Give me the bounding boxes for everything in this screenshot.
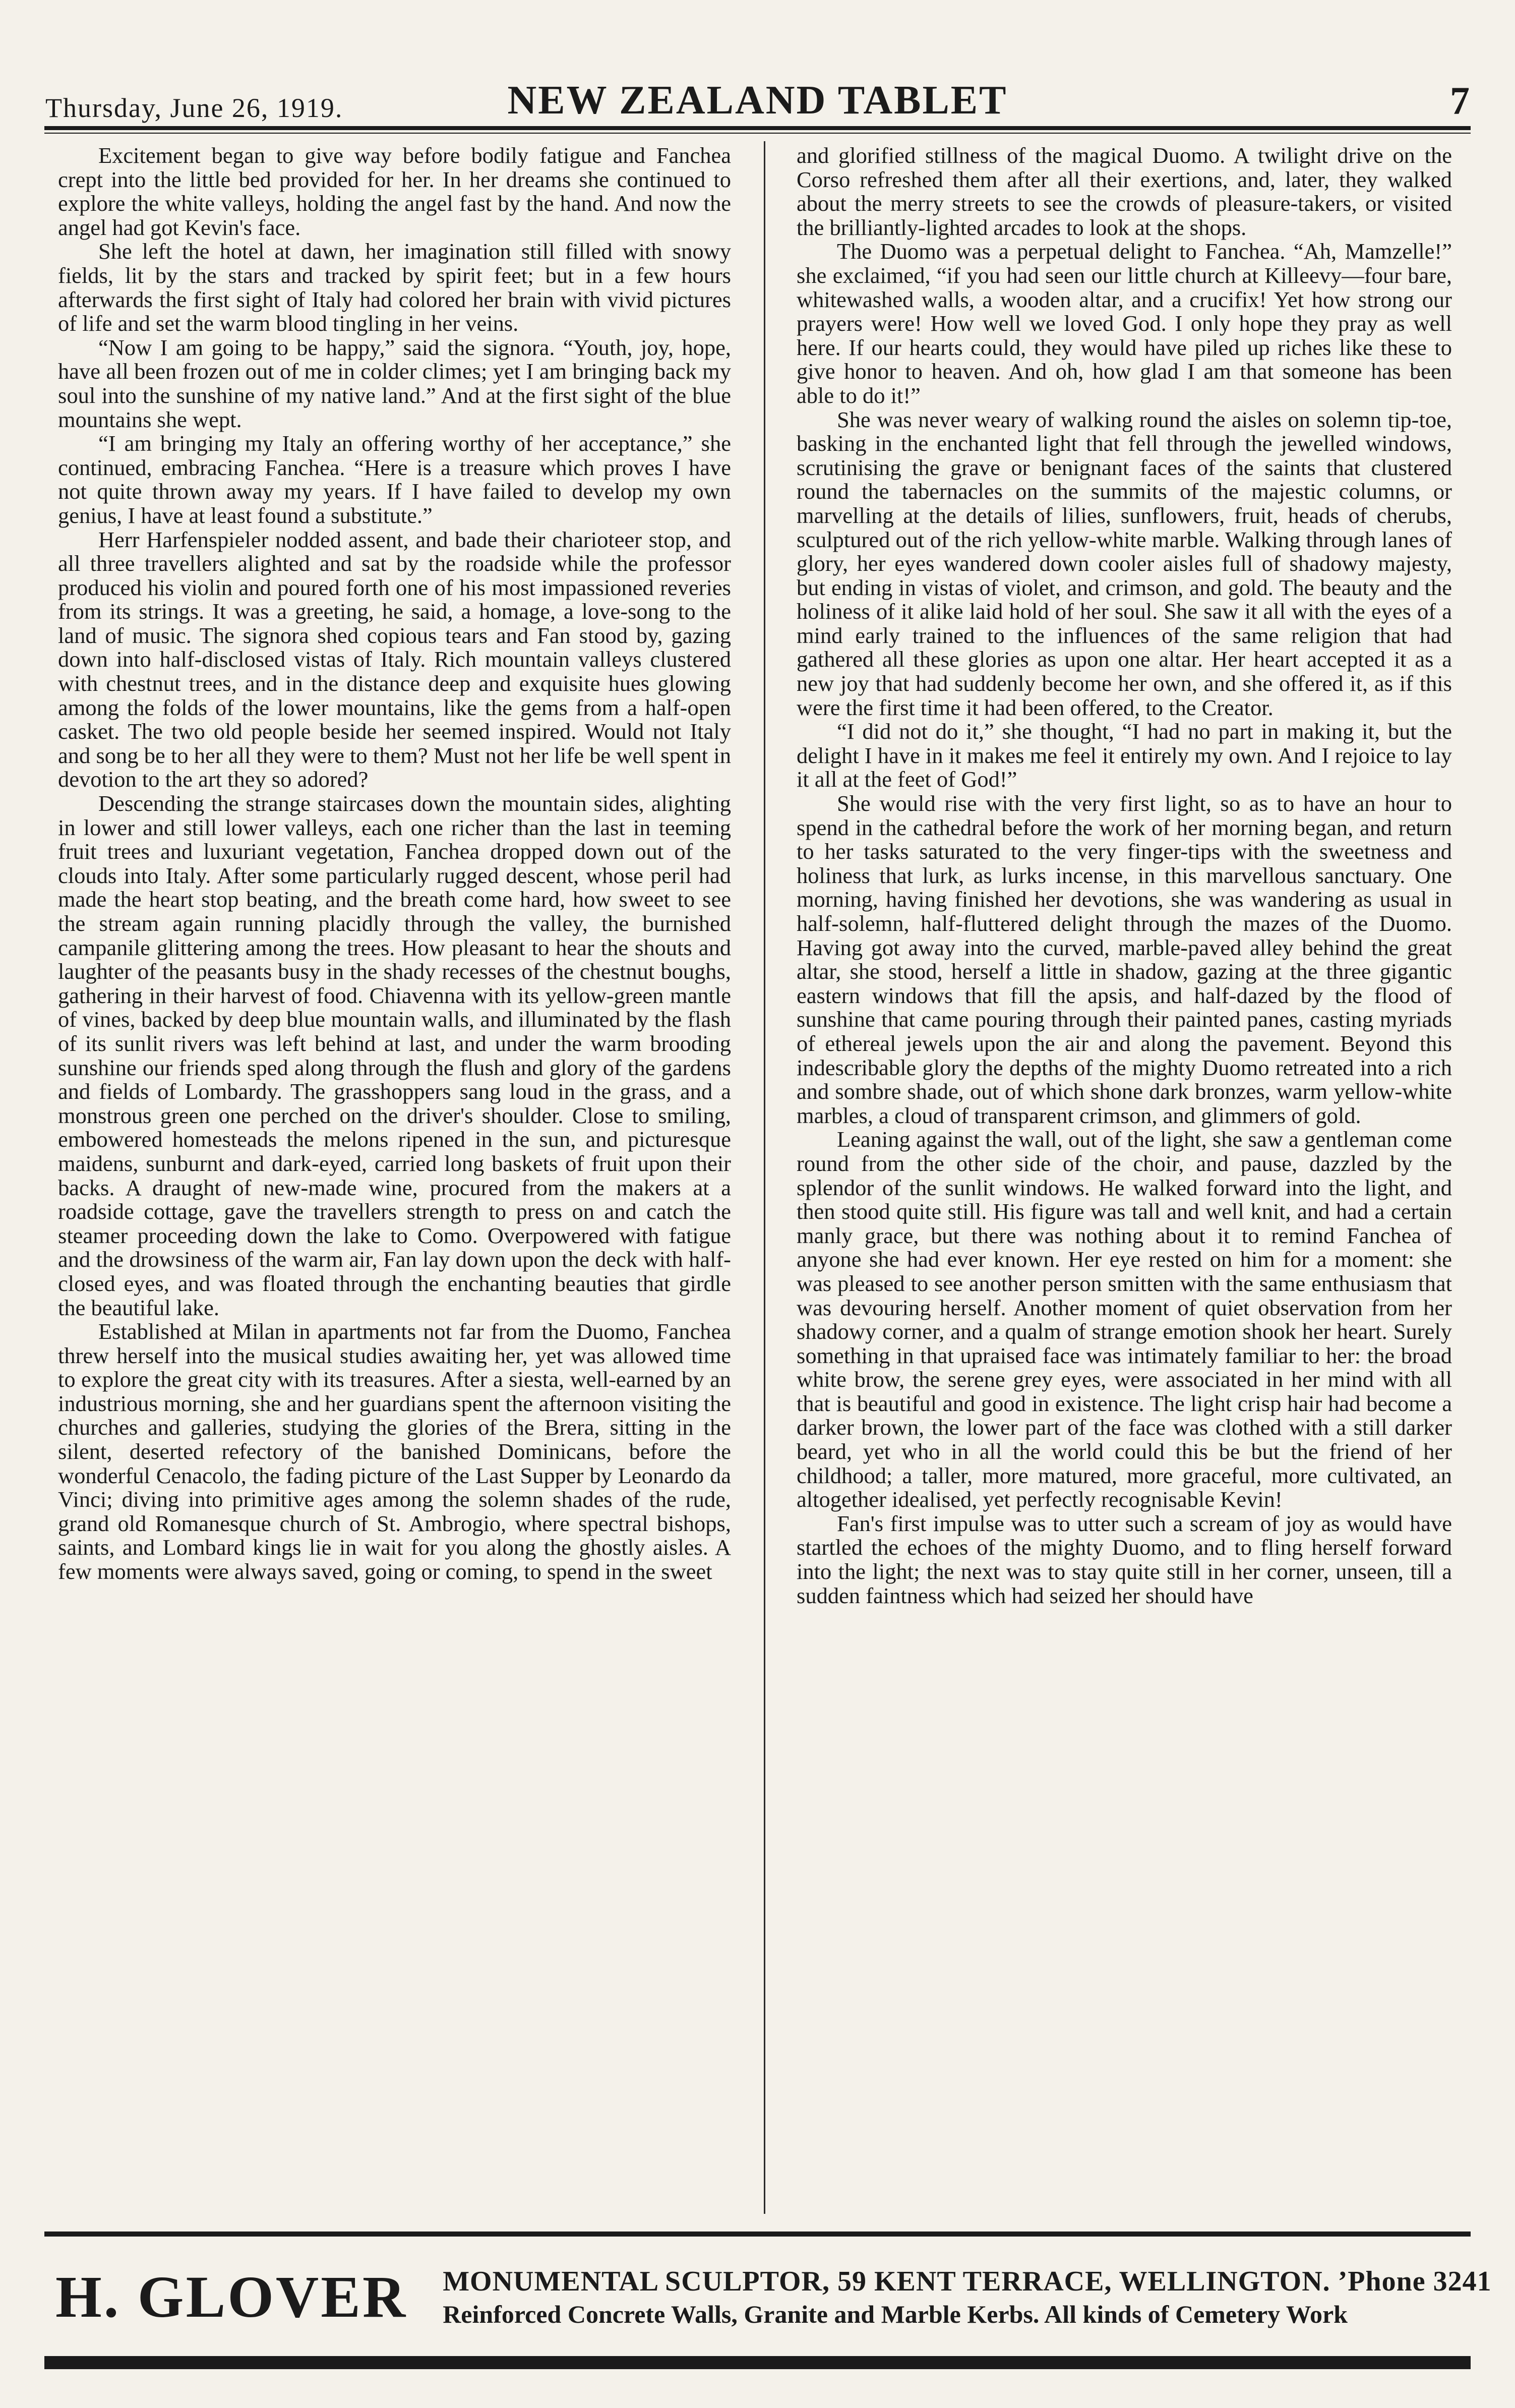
paragraph: She would rise with the very first light, so as to have an hour to spend in the cathedral before the work of her morning began, and return to her tasks saturated to the very finger-tips with the sweetness and holiness that lurk, as lurks incense, in this marvellous sanctuary. One morning, having finished her devotions, she was wandering as usual in half-solemn, half-fluttered delight through the mazes of the Duomo. Having got away into the curved, marble-paved alley behind the great altar, she stood, herself a little in shadow, gazing at the three gigantic eastern windows that fill the apsis, and half-dazed by the flood of sunshine that came pouring through their painted panes, casting myriads of ethereal jewels upon the air and along the pavement. Beyond this indescribable glory the depths of the mighty Duomo retreated into a rich and sombre shade, out of which shone dark bronzes, warm yellow-white marbles, a cloud of transparent crimson, and glimmers of gold. [797, 791, 1452, 1128]
page-number: 7 [1450, 79, 1470, 123]
advert-brand: H. GLOVER [55, 2264, 408, 2330]
paragraph: Excitement began to give way before bodily fatigue and Fanchea crept into the little bed provided for her. In her dreams she continued to explore the white valleys, holding the angel fast by the hand. And now the angel had got Kevin's face. [58, 144, 731, 240]
masthead-rule [44, 126, 1471, 130]
advert-text [443, 2265, 1491, 2329]
paragraph: Leaning against the wall, out of the light, she saw a gentleman come round from the other side of the choir, and pause, dazzled by the splendor of the sunlit windows. He walked forward into the light, and then stood quite still. His figure was tall and well knit, and had a certain manly grace, but there was nothing about it to remind Fanchea of anyone she had ever known. Her eye rested on him for a moment: she was pleased to see another person smitten with the same enthusiasm that was devouring herself. Another moment of quiet observation from her shadowy corner, and a qualm of strange emotion shook her heart. Surely something in that upraised face was intimately familiar to her: the broad white brow, the serene grey eyes, were associated in her mind with all that is beautiful and good in existence. The light crisp hair had become a darker brown, the lower part of the face was clothed with a still darker beard, yet who in all the world could this be but the friend of her childhood; a taller, more matured, more graceful, more cultivated, an altogether idealised, yet perfectly recognisable Kevin! [797, 1127, 1452, 1512]
advert-line-2: Reinforced Concrete Walls, Granite and Marble Kerbs. All kinds of Cemetery Work [443, 2300, 1348, 2328]
publication-title: NEW ZEALAND TABLET [507, 78, 1008, 123]
paragraph: She left the hotel at dawn, her imagination still filled with snowy fields, lit by the stars and tracked by spirit feet; but in a few hours afterwards the first sight of Italy had colored her brain with vivid pictures of life and set the warm blood tingling in her veins. [58, 239, 731, 336]
paragraph: Fan's first impulse was to utter such a scream of joy as would have startled the echoes of the mighty Duomo, and to fling herself forward into the light; the next was to stay quite still in her corner, unseen, till a sudden faintness which had seized her should have [797, 1510, 1452, 1608]
paragraph: “Now I am going to be happy,” said the signora. “Youth, joy, hope, have all been frozen out of me in colder climes; yet I am bringing back my soul into the sunshine of my native land.” And at the first sight of the blue mountains she wept. [58, 334, 731, 432]
advert-rule-bottom [44, 2356, 1471, 2369]
paragraph: “I am bringing my Italy an offering worthy of her acceptance,” she continued, embracing Fanchea. “Here is a treasure which proves I have not quite thrown away my years. If I have failed to develop my own genius, I have at least found a substitute.” [58, 431, 731, 528]
paragraph: Herr Harfenspieler nodded assent, and bade their charioteer stop, and all three travellers alighted and sat by the roadside while the professor produced his violin and poured forth one of his most impassioned reveries from its strings. It was a greeting, he said, a homage, a love-song to the land of music. The signora shed copious tears and Fan stood by, gazing down into half-disclosed vistas of Italy. Rich mountain valleys clustered with chestnut trees, and in the distance deep and exquisite hues glowing among the folds of the lower mountains, like the gems from a half-open casket. The two old people beside her seemed inspired. Would not Italy and song be to her all they were to them? Must not her life be well spent in devotion to the art they so adored? [58, 526, 731, 792]
paragraph: “I did not do it,” she thought, “I had no part in making it, but the delight I have in it makes me feel it entirely my own. And I rejoice to lay it all at the feet of God!” [797, 719, 1452, 792]
masthead [45, 68, 1470, 124]
advert-rule-top [44, 2231, 1471, 2237]
masthead-rule-thin [44, 133, 1471, 134]
issue-date: Thursday, June 26, 1919. [45, 93, 343, 123]
column-divider [764, 141, 765, 2214]
paragraph: She was never weary of walking round the aisles on solemn tip-toe, basking in the enchanted light that fell through the jewelled windows, scrutinising the grave or benignant faces of the saints that clustered round the tabernacles on the summits of the majestic columns, or marvelling at the details of lilies, sunflowers, fruit, heads of cherubs, sculptured out of the rich yellow-white marble. Walking through lanes of glory, her eyes wandered down cooler aisles full of shadowy majesty, but ending in vistas of violet, and crimson, and gold. The beauty and the holiness of it alike laid hold of her soul. She saw it all with the eyes of a mind early trained to the influences of the same religion that had gathered all these glories as upon one altar. Her heart accepted it as a new joy that had suddenly become her own, and she offered it, as if this were the first time it had been offered, to the Creator. [797, 406, 1452, 720]
left-column [58, 144, 731, 2211]
advertisement [55, 2247, 1492, 2347]
right-column [797, 144, 1452, 2211]
paragraph: and glorified stillness of the magical Duomo. A twilight drive on the Corso refreshed them after all their exertions, and, later, they walked about the merry streets to see the crowds of pleasure-takers, or visited the brilliantly-lighted arcades to look at the shops. [797, 144, 1452, 240]
paragraph: Established at Milan in apartments not far from the Duomo, Fanchea threw herself into the musical studies awaiting her, yet was allowed time to explore the great city with its treasures. After a siesta, well-earned by an industrious morning, she and her guardians spent the afternoon visiting the churches and galleries, studying the glories of the Brera, sitting in the silent, deserted refectory of the banished Dominicans, before the wonderful Cenacolo, the fading picture of the Last Supper by Leonardo da Vinci; diving into primitive ages among the solemn shades of the rude, grand old Romanesque church of St. Ambrogio, where spectral bishops, saints, and Lombard kings lie in wait for you along the ghostly aisles. A few moments were always saved, going or coming, to spend in the sweet [58, 1319, 731, 1584]
paragraph: Descending the strange staircases down the mountain sides, alighting in lower and still lower valleys, each one richer than the last in teeming fruit trees and luxuriant vegetation, Fanchea dropped down out of the clouds into Italy. After some particularly rugged descent, whose peril had made the heart stop beating, and the breath come hard, how sweet to see the stream again running placidly through the valley, the burnished campanile glittering among the trees. How pleasant to hear the shouts and laughter of the peasants busy in the shady recesses of the chestnut boughs, gathering in their harvest of food. Chiavenna with its yellow-green mantle of vines, backed by deep blue mountain walls, and illuminated by the flash of its sunlit rivers was left behind at last, and under the warm brooding sunshine our friends sped along through the flush and glory of the gardens and fields of Lombardy. The grasshoppers sang loud in the grass, and a monstrous green one perched on the driver's shoulder. Close to smiling, embowered homesteads the melons ripened in the sun, and picturesque maidens, sunburnt and dark-eyed, carried long baskets of fruit upon their backs. A draught of new-made wine, procured from the makers at a roadside cottage, gave the travellers strength to press on and catch the steamer proceeding down the lake to Como. Overpowered with fatigue and the drowsiness of the warm air, Fan lay down upon the deck with half-closed eyes, and was floated through the enchanting beauties that girdle the beautiful lake. [58, 791, 731, 1320]
paragraph: The Duomo was a perpetual delight to Fanchea. “Ah, Mamzelle!” she exclaimed, “if you had seen our little church at Killeevy—four bare, whitewashed walls, a wooden altar, and a crucifix! Yet how strong our prayers were! How well we loved God. I only hope they pray as well here. If our hearts could, they would have piled up riches like these to give honor to heaven. And oh, how glad I am that someone has been able to do it!” [797, 239, 1452, 408]
advert-line-1: MONUMENTAL SCULPTOR, 59 KENT TERRACE, WELLINGTON. ’Phone 3241 [443, 2266, 1492, 2297]
